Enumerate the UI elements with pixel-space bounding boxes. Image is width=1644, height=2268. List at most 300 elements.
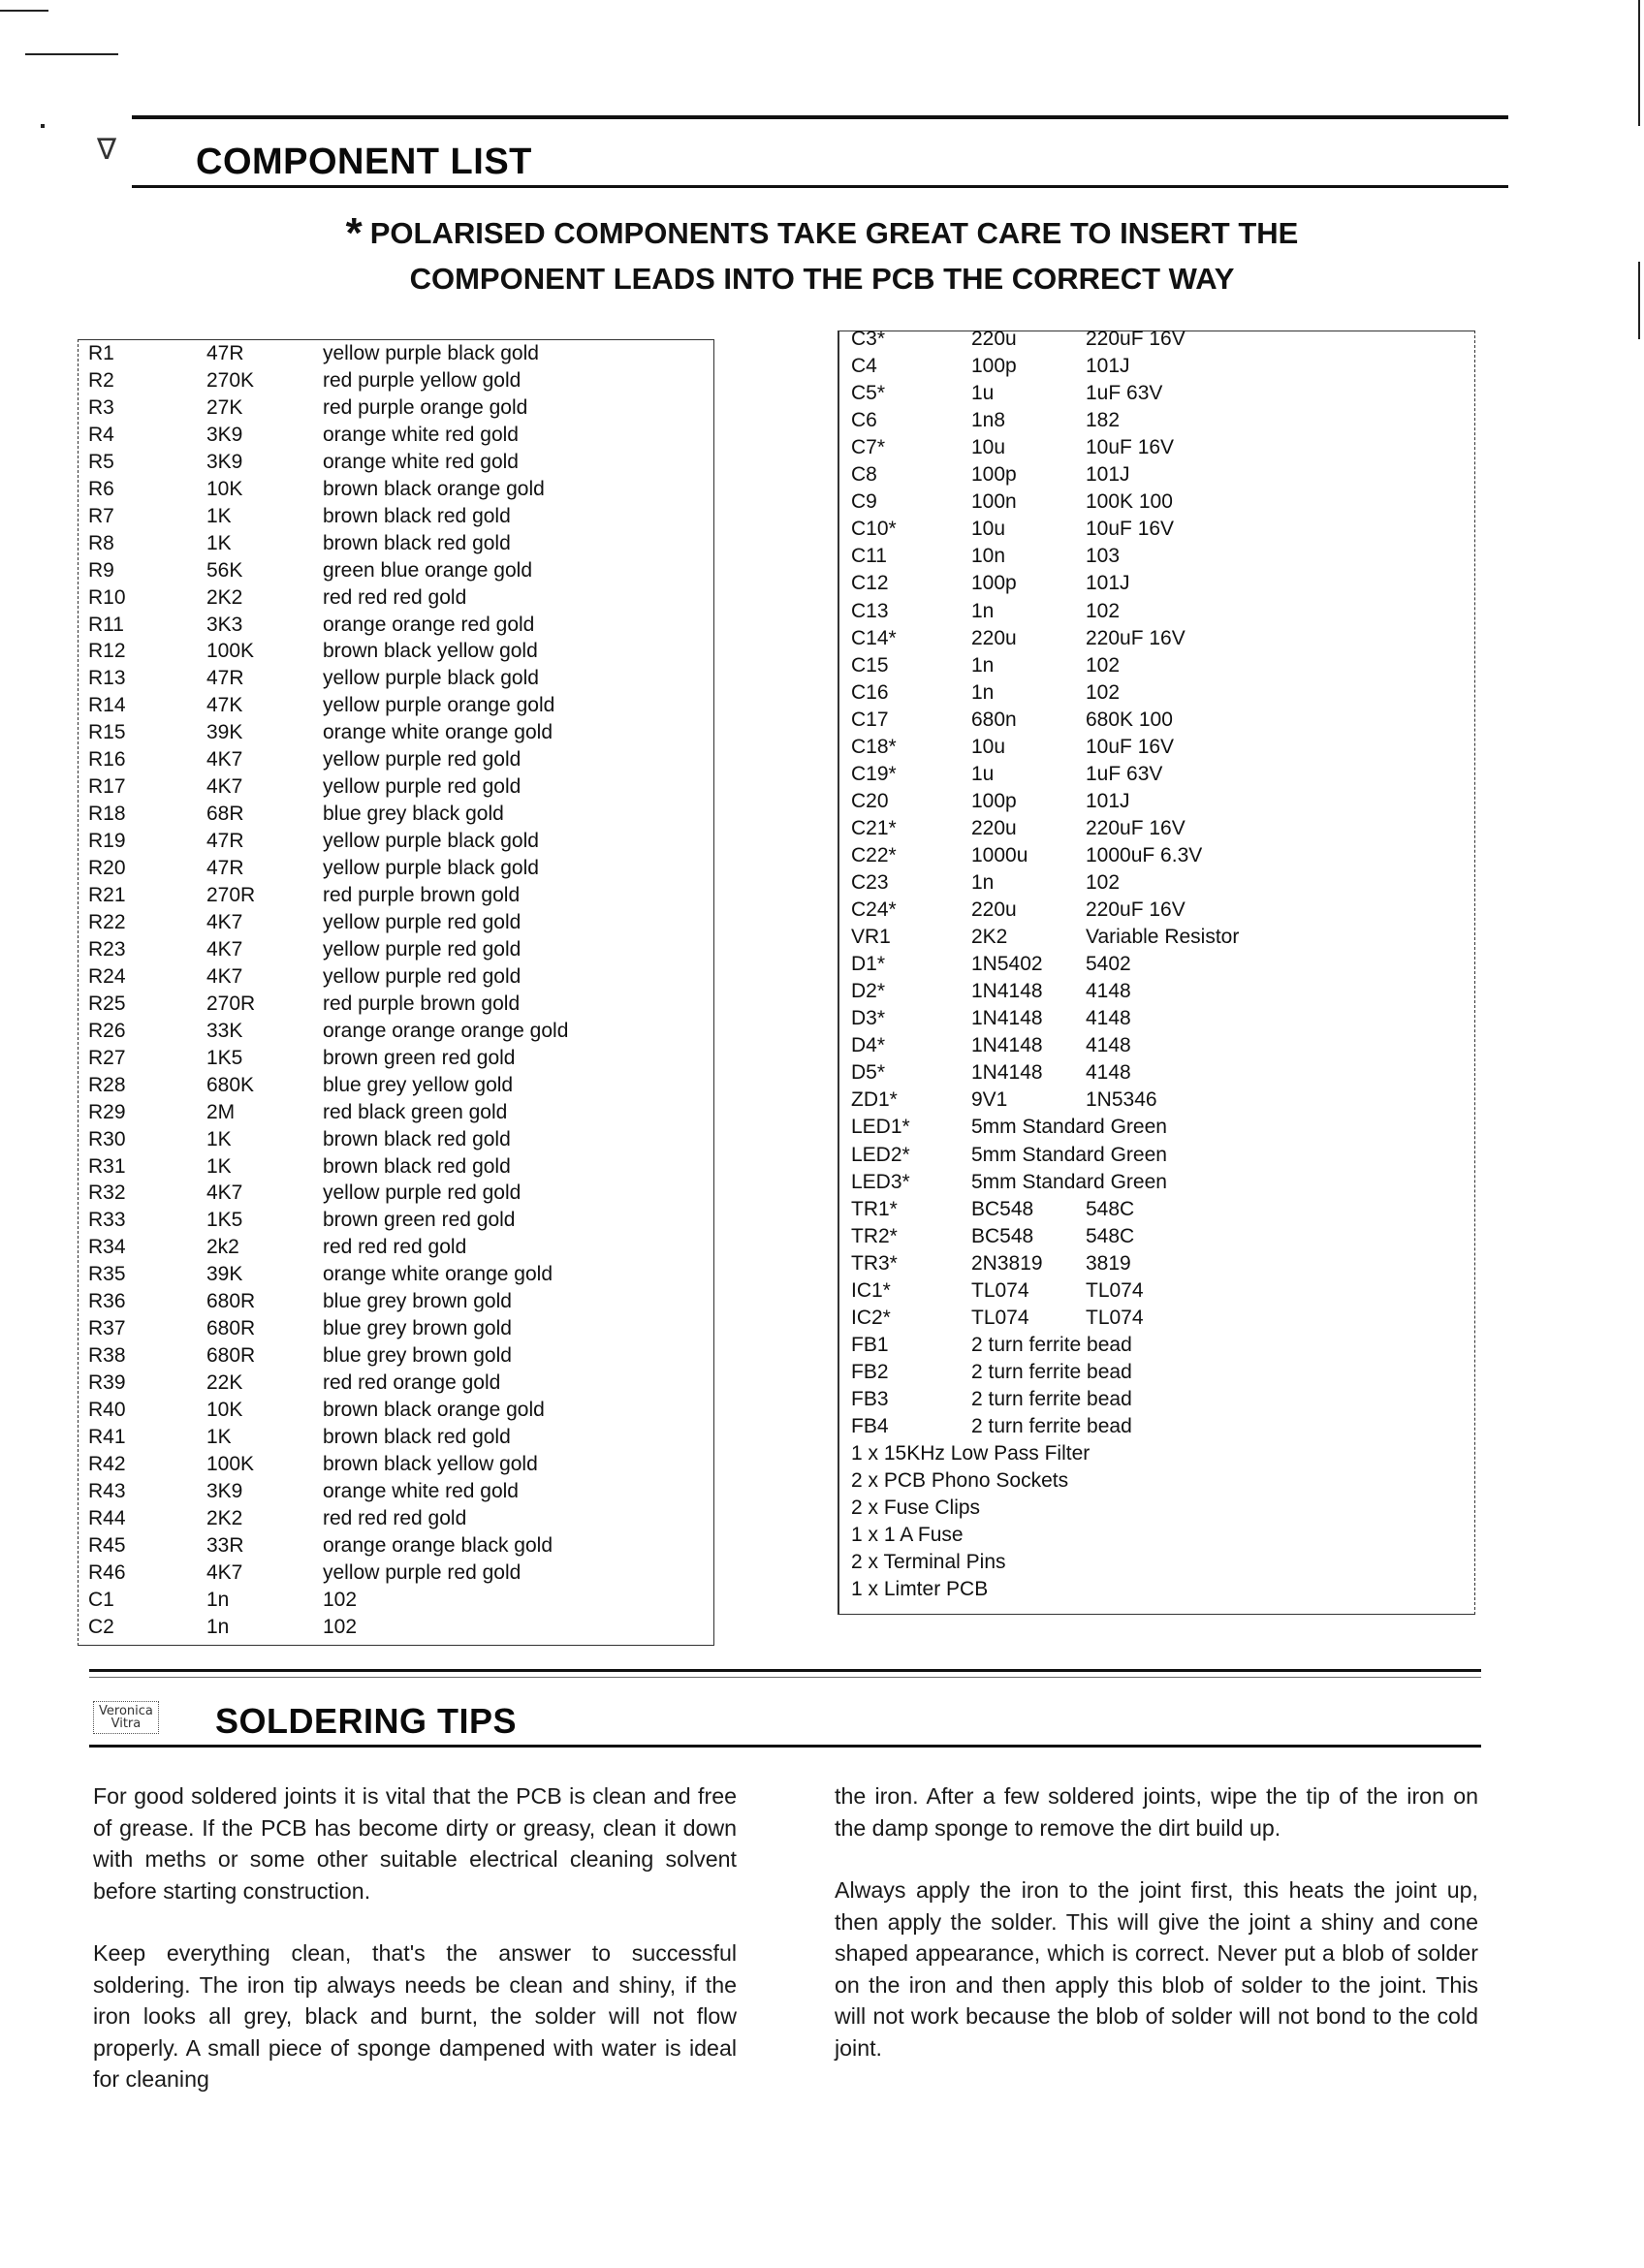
component-value: 100K xyxy=(206,640,255,663)
component-row xyxy=(839,707,1474,734)
component-row xyxy=(839,1250,1474,1277)
component-value: 100K xyxy=(206,1452,255,1475)
soldering-tips-title: SOLDERING TIPS xyxy=(215,1701,518,1741)
component-row xyxy=(79,1532,713,1559)
polarised-warning-line1 xyxy=(0,210,1644,256)
component-row xyxy=(79,1180,713,1207)
component-code: orange orange black gold xyxy=(323,1533,553,1557)
component-ref: C21* xyxy=(851,816,897,839)
component-ref: R10 xyxy=(88,585,126,609)
component-ref: C19* xyxy=(851,762,897,785)
component-ref: R12 xyxy=(88,640,126,663)
component-value: 2 turn ferrite bead xyxy=(971,1333,1132,1356)
component-value: 2K2 xyxy=(206,1506,243,1529)
component-row xyxy=(839,598,1474,625)
soldering-top-rule-thin xyxy=(89,1677,1481,1678)
component-value: 2k2 xyxy=(206,1236,239,1259)
component-ref: R30 xyxy=(88,1127,126,1150)
component-code: red black green gold xyxy=(323,1100,508,1123)
component-value: 220u xyxy=(971,816,1017,839)
component-value: 4K7 xyxy=(206,775,243,799)
component-ref: D5* xyxy=(851,1061,886,1085)
component-row xyxy=(839,326,1474,353)
component-code: blue grey brown gold xyxy=(323,1290,512,1313)
component-code: red red red gold xyxy=(323,1236,467,1259)
component-row xyxy=(839,1277,1474,1305)
component-ref: FB1 xyxy=(851,1333,889,1356)
component-ref: R11 xyxy=(88,613,124,636)
component-row xyxy=(839,1576,1474,1603)
component-ref: 1 x 1 A Fuse xyxy=(851,1524,964,1547)
component-row xyxy=(839,679,1474,707)
component-row xyxy=(79,909,713,936)
component-row xyxy=(839,1196,1474,1223)
component-ref: R38 xyxy=(88,1344,126,1368)
component-code: 1000uF 6.3V xyxy=(1086,843,1203,866)
component-row xyxy=(839,869,1474,897)
component-ref: C7* xyxy=(851,436,886,459)
component-value: 1n xyxy=(206,1615,230,1638)
component-ref: C3* xyxy=(851,328,886,350)
component-ref: LED2* xyxy=(851,1143,910,1166)
component-value: 9V1 xyxy=(971,1088,1008,1112)
component-ref: 1 x 15KHz Low Pass Filter xyxy=(851,1442,1091,1465)
component-row xyxy=(839,788,1474,815)
component-code: 548C xyxy=(1086,1224,1135,1247)
component-ref: C12 xyxy=(851,572,889,595)
component-row xyxy=(839,1114,1474,1141)
component-value: 2 turn ferrite bead xyxy=(971,1415,1132,1437)
component-row xyxy=(839,570,1474,597)
component-code: yellow purple red gold xyxy=(323,1181,522,1205)
component-code: 101J xyxy=(1086,463,1130,487)
component-row xyxy=(839,1087,1474,1114)
component-code: yellow purple black gold xyxy=(323,667,539,690)
component-row xyxy=(79,394,713,422)
component-ref: C22* xyxy=(851,843,897,866)
component-row xyxy=(79,1018,713,1045)
component-value: 1N4148 xyxy=(971,1007,1043,1030)
component-value: 3K3 xyxy=(206,613,243,636)
component-ref: C13 xyxy=(851,599,889,622)
component-value: 3K9 xyxy=(206,423,243,446)
component-ref: R43 xyxy=(88,1479,126,1502)
component-code: yellow purple black gold xyxy=(323,857,539,880)
component-row xyxy=(79,936,713,963)
component-code: TL074 xyxy=(1086,1278,1144,1302)
component-value: 56K xyxy=(206,558,243,582)
component-value: 4K7 xyxy=(206,748,243,772)
component-ref: R6 xyxy=(88,477,114,500)
component-row xyxy=(79,557,713,584)
component-ref: D4* xyxy=(851,1034,886,1057)
component-row xyxy=(839,516,1474,543)
component-code: 220uF 16V xyxy=(1086,898,1186,922)
component-value: 10u xyxy=(971,518,1006,541)
tips-paragraph: Always apply the iron to the joint first, this heats the joint up, then apply the solder. This will give the joint a shiny and cone shaped appearance, which is correct. Never put a blob of solder on the iron and then apply this blob of solder to the joint. This will not work because the blob of solder will not bond to the cold joint. xyxy=(835,1877,1478,2061)
component-value: 1n8 xyxy=(971,409,1006,432)
component-value: BC548 xyxy=(971,1197,1034,1220)
warning-text-2: COMPONENT LEADS INTO THE PCB THE CORRECT WAY xyxy=(409,262,1235,296)
component-row xyxy=(79,1072,713,1099)
component-value: 4K7 xyxy=(206,910,243,933)
component-row xyxy=(79,1370,713,1397)
component-code: red red red gold xyxy=(323,1506,467,1529)
component-ref: R16 xyxy=(88,748,126,772)
component-value: 47R xyxy=(206,830,244,853)
veronica-logo-icon: ∇ xyxy=(97,133,117,167)
scan-artifact-line xyxy=(25,53,118,55)
component-row xyxy=(79,1126,713,1153)
component-code: red purple orange gold xyxy=(323,395,528,419)
component-row xyxy=(79,1587,713,1614)
component-value: 2N3819 xyxy=(971,1251,1043,1275)
component-code: 102 xyxy=(323,1615,358,1638)
component-row xyxy=(79,1207,713,1234)
component-row xyxy=(79,855,713,882)
component-row xyxy=(79,801,713,828)
component-code: blue grey brown gold xyxy=(323,1344,512,1368)
component-ref: C16 xyxy=(851,680,889,704)
component-row xyxy=(839,1059,1474,1087)
component-value: 270K xyxy=(206,368,255,392)
component-value: 1K5 xyxy=(206,1046,243,1069)
component-row xyxy=(79,1614,713,1641)
component-code: 220uF 16V xyxy=(1086,328,1186,350)
component-ref: C11 xyxy=(851,545,887,568)
component-row xyxy=(839,1005,1474,1032)
component-row xyxy=(79,1342,713,1370)
component-ref: R5 xyxy=(88,450,114,473)
component-ref: R13 xyxy=(88,667,126,690)
component-ref: TR3* xyxy=(851,1251,898,1275)
component-value: 1n xyxy=(971,599,995,622)
component-code: yellow purple red gold xyxy=(323,748,522,772)
component-ref: R7 xyxy=(88,504,114,527)
component-row xyxy=(79,1478,713,1505)
component-code: 1N5346 xyxy=(1086,1088,1157,1112)
component-row xyxy=(839,625,1474,652)
component-ref: R25 xyxy=(88,992,126,1015)
component-row xyxy=(79,1424,713,1451)
component-row xyxy=(839,1305,1474,1332)
component-row xyxy=(79,746,713,773)
component-code: brown black orange gold xyxy=(323,477,545,500)
component-value: 100p xyxy=(971,463,1017,487)
component-ref: TR1* xyxy=(851,1197,898,1220)
component-code: 103 xyxy=(1086,545,1121,568)
component-code: yellow purple red gold xyxy=(323,937,522,961)
component-row xyxy=(839,1413,1474,1440)
component-value: 10u xyxy=(971,436,1006,459)
component-row xyxy=(79,665,713,692)
component-row xyxy=(839,434,1474,461)
component-ref: R9 xyxy=(88,558,114,582)
component-code: 102 xyxy=(323,1588,358,1611)
component-value: 22K xyxy=(206,1371,243,1395)
component-ref: R27 xyxy=(88,1046,126,1069)
component-ref: D3* xyxy=(851,1007,886,1030)
component-ref: 1 x Limter PCB xyxy=(851,1578,989,1601)
component-ref: D2* xyxy=(851,980,886,1003)
component-ref: VR1 xyxy=(851,926,891,949)
component-ref: 2 x Fuse Clips xyxy=(851,1496,981,1520)
component-value: 100n xyxy=(971,490,1017,514)
component-ref: R20 xyxy=(88,857,126,880)
component-value: 47R xyxy=(206,342,244,364)
component-value: 680n xyxy=(971,708,1017,731)
component-code: red purple yellow gold xyxy=(323,368,522,392)
component-value: 1N5402 xyxy=(971,953,1043,976)
component-code: red red orange gold xyxy=(323,1371,501,1395)
component-code: 10uF 16V xyxy=(1086,735,1175,758)
component-value: 33R xyxy=(206,1533,244,1557)
component-value: 100p xyxy=(971,355,1017,378)
logo-line-1: Veronica xyxy=(99,1704,153,1718)
component-row xyxy=(839,1386,1474,1413)
component-ref: R36 xyxy=(88,1290,126,1313)
component-ref: R8 xyxy=(88,531,114,554)
component-row xyxy=(839,1522,1474,1549)
component-code: 548C xyxy=(1086,1197,1135,1220)
component-code: brown black red gold xyxy=(323,1426,511,1448)
component-code: 10uF 16V xyxy=(1086,518,1175,541)
component-value: 1N4148 xyxy=(971,1061,1043,1085)
component-row xyxy=(839,652,1474,679)
component-code: 5402 xyxy=(1086,953,1131,976)
component-value: 47K xyxy=(206,694,243,717)
component-value: 220u xyxy=(971,898,1017,922)
component-ref: C8 xyxy=(851,463,877,487)
component-code: Variable Resistor xyxy=(1086,926,1240,949)
component-ref: R1 xyxy=(88,342,114,364)
component-code: red purple brown gold xyxy=(323,884,521,906)
component-value: 1K xyxy=(206,1426,232,1448)
component-value: 10K xyxy=(206,477,243,500)
scan-artifact-line xyxy=(0,10,48,12)
component-row xyxy=(79,1397,713,1424)
component-row xyxy=(79,1505,713,1532)
component-ref: R3 xyxy=(88,395,114,419)
component-ref: R31 xyxy=(88,1154,126,1178)
component-code: 4148 xyxy=(1086,1007,1131,1030)
component-value: 33K xyxy=(206,1019,243,1042)
tips-paragraph: the iron. After a few soldered joints, wipe the tip of the iron on the damp sponge to remove the dirt build up. xyxy=(835,1783,1478,1841)
component-value: 1n xyxy=(971,871,995,894)
component-ref: R22 xyxy=(88,910,126,933)
component-value: 1N4148 xyxy=(971,980,1043,1003)
component-ref: TR2* xyxy=(851,1224,898,1247)
component-row xyxy=(79,1045,713,1072)
component-value: 10u xyxy=(971,735,1006,758)
component-row xyxy=(839,761,1474,788)
component-value: 680R xyxy=(206,1317,256,1340)
component-code: brown black orange gold xyxy=(323,1399,545,1422)
component-row xyxy=(79,476,713,503)
component-row xyxy=(839,1467,1474,1495)
component-value: 1K xyxy=(206,1127,232,1150)
component-ref: R35 xyxy=(88,1263,126,1286)
component-value: 680R xyxy=(206,1344,256,1368)
component-value: 1K xyxy=(206,531,232,554)
component-row xyxy=(79,1559,713,1587)
component-value: 2M xyxy=(206,1100,236,1123)
scan-artifact-edge xyxy=(1638,0,1640,126)
component-ref: R44 xyxy=(88,1506,126,1529)
component-list-rule xyxy=(132,185,1508,188)
component-ref: ZD1* xyxy=(851,1088,898,1112)
component-ref: C6 xyxy=(851,409,877,432)
component-ref: C18* xyxy=(851,735,897,758)
component-ref: R41 xyxy=(88,1426,126,1448)
component-row xyxy=(79,367,713,394)
component-row xyxy=(79,1451,713,1478)
component-ref: R32 xyxy=(88,1181,126,1205)
component-row xyxy=(79,991,713,1018)
component-ref: R26 xyxy=(88,1019,126,1042)
component-code: brown black yellow gold xyxy=(323,640,538,663)
component-value: 68R xyxy=(206,803,244,826)
warning-text-1: POLARISED COMPONENTS TAKE GREAT CARE TO INSERT THE xyxy=(369,216,1299,250)
component-value: 1n xyxy=(206,1588,230,1611)
component-row xyxy=(79,340,713,367)
component-code: yellow purple orange gold xyxy=(323,694,555,717)
component-code: 182 xyxy=(1086,409,1121,432)
component-ref: LED1* xyxy=(851,1116,910,1139)
component-ref: FB4 xyxy=(851,1415,889,1437)
component-ref: C10* xyxy=(851,518,897,541)
soldering-tips-right-column xyxy=(835,1780,1478,2095)
component-row xyxy=(839,815,1474,842)
component-value: BC548 xyxy=(971,1224,1034,1247)
component-row xyxy=(839,543,1474,570)
component-row xyxy=(839,1032,1474,1059)
component-ref: R14 xyxy=(88,694,126,717)
component-row xyxy=(79,638,713,665)
component-value: 1n xyxy=(971,680,995,704)
component-row xyxy=(79,503,713,530)
component-code: red red red gold xyxy=(323,585,467,609)
component-value: 1K xyxy=(206,504,232,527)
component-row xyxy=(79,692,713,719)
component-value: 270R xyxy=(206,992,256,1015)
component-ref: C23 xyxy=(851,871,889,894)
component-row xyxy=(839,380,1474,407)
component-value: 1000u xyxy=(971,843,1028,866)
component-ref: 2 x PCB Phono Sockets xyxy=(851,1469,1069,1493)
component-ref: IC1* xyxy=(851,1278,891,1302)
component-row xyxy=(79,963,713,991)
component-row xyxy=(79,719,713,746)
component-row xyxy=(839,1495,1474,1522)
component-ref: R33 xyxy=(88,1209,126,1232)
component-value: 4K7 xyxy=(206,1560,243,1584)
component-value: 1N4148 xyxy=(971,1034,1043,1057)
component-code: 3819 xyxy=(1086,1251,1131,1275)
component-code: brown black red gold xyxy=(323,1127,511,1150)
logo-line-2: Vitra xyxy=(111,1717,142,1731)
component-value: 1K xyxy=(206,1154,232,1178)
component-row xyxy=(839,353,1474,380)
component-row xyxy=(79,1153,713,1181)
component-row xyxy=(79,1288,713,1315)
component-row xyxy=(79,1261,713,1288)
component-ref: R37 xyxy=(88,1317,126,1340)
component-ref: 2 x Terminal Pins xyxy=(851,1551,1006,1574)
component-code: 4148 xyxy=(1086,1061,1131,1085)
component-row xyxy=(839,1169,1474,1196)
component-row xyxy=(839,461,1474,488)
component-row xyxy=(839,1359,1474,1386)
component-value: 220u xyxy=(971,626,1017,649)
component-value: 4K7 xyxy=(206,964,243,988)
component-value: 680R xyxy=(206,1290,256,1313)
component-ref: C14* xyxy=(851,626,897,649)
component-code: 101J xyxy=(1086,355,1130,378)
component-row xyxy=(79,828,713,855)
component-ref: C24* xyxy=(851,898,897,922)
component-code: brown green red gold xyxy=(323,1209,516,1232)
component-value: 220u xyxy=(971,328,1017,350)
component-row xyxy=(839,897,1474,924)
component-code: yellow purple red gold xyxy=(323,910,522,933)
component-code: orange white orange gold xyxy=(323,1263,553,1286)
component-code: 4148 xyxy=(1086,980,1131,1003)
component-value: 3K9 xyxy=(206,1479,243,1502)
component-list-title: COMPONENT LIST xyxy=(196,142,532,182)
component-row xyxy=(839,1142,1474,1169)
top-rule xyxy=(132,115,1508,119)
component-ref: R21 xyxy=(88,884,126,906)
component-row xyxy=(79,882,713,909)
component-code: yellow purple red gold xyxy=(323,1560,522,1584)
component-ref: R17 xyxy=(88,775,126,799)
component-ref: D1* xyxy=(851,953,886,976)
component-code: 1uF 63V xyxy=(1086,762,1163,785)
component-ref: R42 xyxy=(88,1452,126,1475)
component-value: 1u xyxy=(971,762,995,785)
component-row xyxy=(839,488,1474,516)
component-value: 5mm Standard Green xyxy=(971,1116,1167,1139)
component-ref: R40 xyxy=(88,1399,126,1422)
component-value: 10K xyxy=(206,1399,243,1422)
component-ref: R15 xyxy=(88,721,126,744)
component-code: blue grey brown gold xyxy=(323,1317,512,1340)
component-value: 270R xyxy=(206,884,256,906)
component-row xyxy=(79,1315,713,1342)
component-value: 47R xyxy=(206,667,244,690)
component-value: 1n xyxy=(971,653,995,677)
component-code: red purple brown gold xyxy=(323,992,521,1015)
component-ref: C17 xyxy=(851,708,889,731)
polarised-warning-line2 xyxy=(0,256,1644,301)
component-value: 2K2 xyxy=(206,585,243,609)
component-code: 102 xyxy=(1086,871,1121,894)
component-ref: C4 xyxy=(851,355,877,378)
component-value: 680K xyxy=(206,1073,255,1096)
component-code: yellow purple red gold xyxy=(323,964,522,988)
component-code: 10uF 16V xyxy=(1086,436,1175,459)
component-row xyxy=(79,773,713,801)
component-code: 102 xyxy=(1086,599,1121,622)
component-ref: LED3* xyxy=(851,1170,910,1193)
veronica-vitra-logo-icon xyxy=(93,1701,159,1734)
component-code: blue grey black gold xyxy=(323,803,504,826)
component-ref: R45 xyxy=(88,1533,126,1557)
component-code: brown black red gold xyxy=(323,531,511,554)
component-code: orange orange red gold xyxy=(323,613,535,636)
component-ref: FB2 xyxy=(851,1360,889,1383)
